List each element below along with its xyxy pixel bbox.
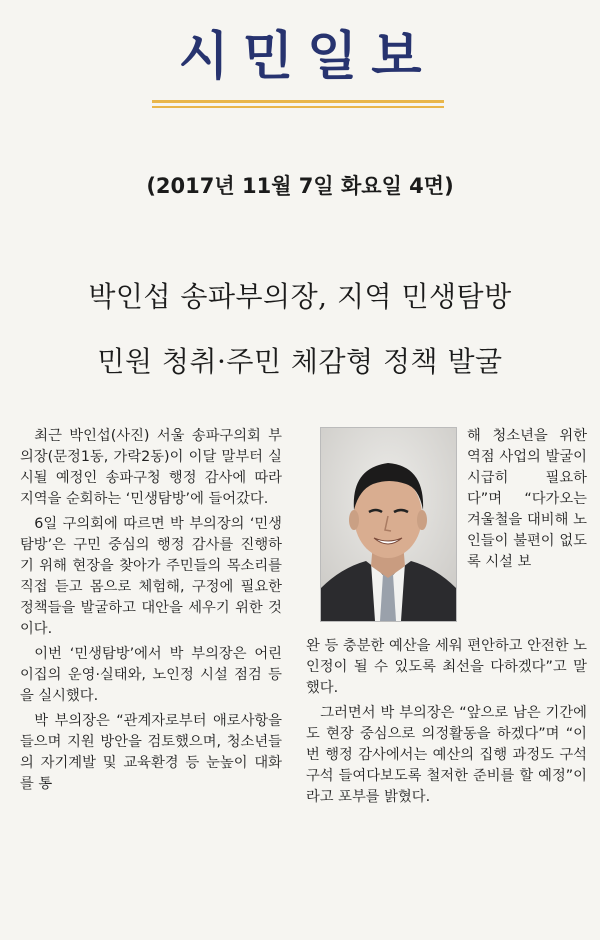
masthead-rule-top	[152, 100, 444, 103]
dateline: (2017년 11월 7일 화요일 4면)	[146, 174, 454, 198]
article-paragraph: 완 등 충분한 예산을 세워 편안하고 안전한 노인정이 될 수 있도록 최선을 다하겠다”고 말했다.	[306, 638, 587, 696]
masthead-rule-bottom	[152, 106, 444, 108]
article-paragraph: 박 부의장은 “관계자로부터 애로사항을 들으며 지원 방안을 검토했으며, 청소년들의 자기계발 및 교육환경 등 눈높이 대화를 통	[20, 713, 282, 792]
article-paragraph: 6일 구의회에 따르면 박 부의장의 ‘민생탐방’은 구민 중심의 행정 감사를 진행하기 위해 현장을 찾아가 주민들의 목소리를 직접 듣고 몸으로 체험해, 구정에 필요한 정책들을 발굴하고 대안을 세우기 위한 것이다.	[20, 516, 282, 637]
article-column-right-wide	[306, 636, 587, 812]
masthead	[0, 26, 600, 88]
headline-line-1: 박인섭 송파부의장, 지역 민생탐방	[88, 280, 512, 313]
article-paragraph: 이번 ‘민생탐방’에서 박 부의장은 어린이집의 운영·실태와, 노인정 시설 점검 등을 실시했다.	[20, 646, 282, 704]
newspaper-title: 시민일보	[178, 27, 436, 87]
article-column-right-narrow	[467, 426, 587, 577]
article-paragraph: 그러면서 박 부의장은 “앞으로 남은 기간에도 현장 중심으로 의정활동을 하겠다”며 “이번 행정 감사에서는 예산의 집행 과정도 구석구석 들여다보도록 철저한 준비를 할 예정”이라고 포부를 밝혔다.	[306, 705, 587, 805]
article-paragraph: 해 청소년을 위한 역점 사업의 발굴이 시급히 필요하다”며 “다가오는 겨울철을 대비해 노인들이 불편이 없도록 시설 보	[467, 428, 587, 570]
headline-line-2: 민원 청취·주민 체감형 정책 발굴	[97, 345, 503, 378]
portrait-image	[321, 428, 456, 621]
article-paragraph: 최근 박인섭(사진) 서울 송파구의회 부의장(문정1동, 가락2동)이 이달 말부터 실시될 예정인 송파구청 행정 감사에 따라 지역을 순회하는 ‘민생탐방’에 들어갔다.	[20, 428, 282, 507]
portrait-photo	[320, 427, 457, 622]
article-column-left	[20, 426, 282, 799]
